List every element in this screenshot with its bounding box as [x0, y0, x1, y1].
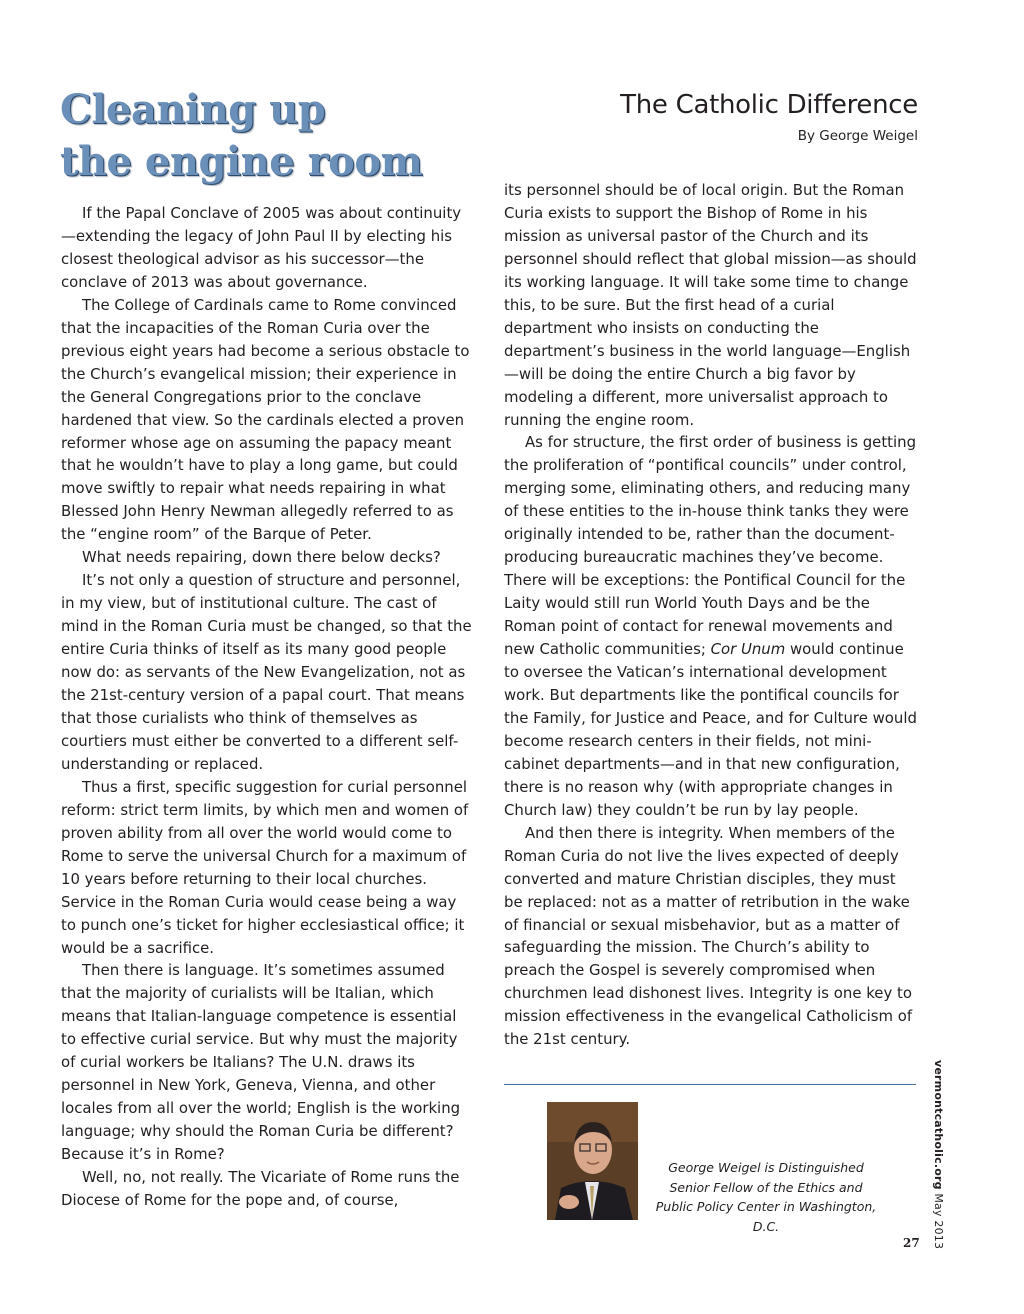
paragraph: Thus a first, specific suggestion for curial personnel reform: strict term limits, by which men and women of proven ability from all over the world would come to Rome to serve the universal Church for a maximum of 10 years before returning to their local churches. Service in the Roman Curia would cease being a way to punch one’s ticket for higher ecclesiastical office; it would be a sacrifice.	[61, 777, 469, 957]
paragraph	[504, 431, 917, 821]
paragraph-text: would continue to oversee the Vatican’s international development work. But departments like the pontifical councils for the Family, for Justice and Peace, and for Culture would become research centers in their fields, not mini-cabinet departments—and in that new configuration, there is no reason why (with appropriate changes in Church law) they couldn’t be run by lay people.	[504, 640, 917, 819]
paragraph: Well, no, not really. The Vicariate of Rome runs the Diocese of Rome for the pope and, of course,	[61, 1168, 460, 1209]
headline	[60, 84, 480, 188]
byline: By George Weigel	[797, 128, 918, 144]
italic-council-name: Cor Unum	[710, 640, 786, 659]
paragraph: If the Papal Conclave of 2005 was about continuity—extending the legacy of John Paul II by electing his closest theological advisor as his successor—the conclave of 2013 was about governance.	[61, 204, 462, 291]
paragraph: its personnel should be of local origin. But the Roman Curia exists to support the Bishop of Rome in his mission as universal pastor of the Church and its personnel should reflect that global mission—as should its working language. It will take some time to change this, to be sure. But the first head of a curial department who insists on conducting the department’s business in the world language—English—will be doing the entire Church a big favor by modeling a different, more universalist approach to running the engine room.	[504, 181, 917, 429]
site-url: vermontcatholic.org	[932, 1060, 945, 1190]
author-bio: George Weigel is Distinguished Senior Fellow of the Ethics and Public Policy Center in Washington, D.C.	[655, 1160, 877, 1234]
footer-site-issue	[932, 1060, 945, 1249]
divider-rule	[504, 1084, 916, 1085]
paragraph: It’s not only a question of structure and personnel, in my view, but of institutional culture. The cast of mind in the Roman Curia must be changed, so that the entire Curia thinks of itself as its many good people now do: as servants of the New Evangelization, not as the 21st-century version of a papal court. That means that those curialists who think of themselves as courtiers must either be converted to a different self-understanding or replaced.	[61, 571, 472, 773]
paragraph: The College of Cardinals came to Rome convinced that the incapacities of the Roman Curia over the previous eight years had become a serious obstacle to the Church’s evangelical mission; their experience in the General Congregations prior to the conclave hardened that view. So the cardinals elected a proven reformer whose age on assuming the papacy meant that he wouldn’t have to play a long game, but could move swiftly to repair what needs repairing in what Blessed John Henry Newman allegedly referred to as the “engine room” of the Barque of Peter.	[61, 295, 470, 544]
article-column-1	[61, 202, 475, 1212]
author-photo	[547, 1102, 638, 1220]
headline-line-1: Cleaning up	[60, 86, 326, 133]
paragraph: And then there is integrity. When members of the Roman Curia do not live the lives expected of deeply converted and mature Christian disciples, they must be replaced: not as a matter of retribution in the wake of financial or sexual misbehavior, but as a matter of safeguarding the mission. The Church’s ability to preach the Gospel is severely compromised when churchmen lead dishonest lives. Integrity is one key to mission effectiveness in the evangelical Catholicism of the 21st century.	[504, 823, 913, 1049]
page-number: 27	[903, 1236, 920, 1250]
headline-line-2: the engine room	[60, 138, 423, 185]
issue-date: May 2013	[932, 1193, 945, 1250]
paragraph: What needs repairing, down there below decks?	[82, 548, 441, 567]
paragraph: Then there is language. It’s sometimes assumed that the majority of curialists will be Italian, which means that Italian-language competence is essential to effective curial service. But why must the majority of curial workers be Italians? The U.N. draws its personnel in New York, Geneva, Vienna, and other locales from all over the world; English is the working language; why should the Roman Curia be different? Because it’s in Rome?	[61, 961, 461, 1164]
article-column-2	[504, 179, 917, 1051]
column-title: The Catholic Difference	[620, 90, 918, 120]
paragraph-text: As for structure, the first order of business is getting the proliferation of “pontifical councils” under control, merging some, eliminating others, and reducing many of these entities to the in-house think tanks they were originally intended to be, rather than the document-producing bureaucratic machines they’ve become. There will be exceptions: the Pontifical Council for the Laity would still run World Youth Days and be the Roman point of contact for renewal movements and new Catholic communities;	[504, 433, 917, 659]
